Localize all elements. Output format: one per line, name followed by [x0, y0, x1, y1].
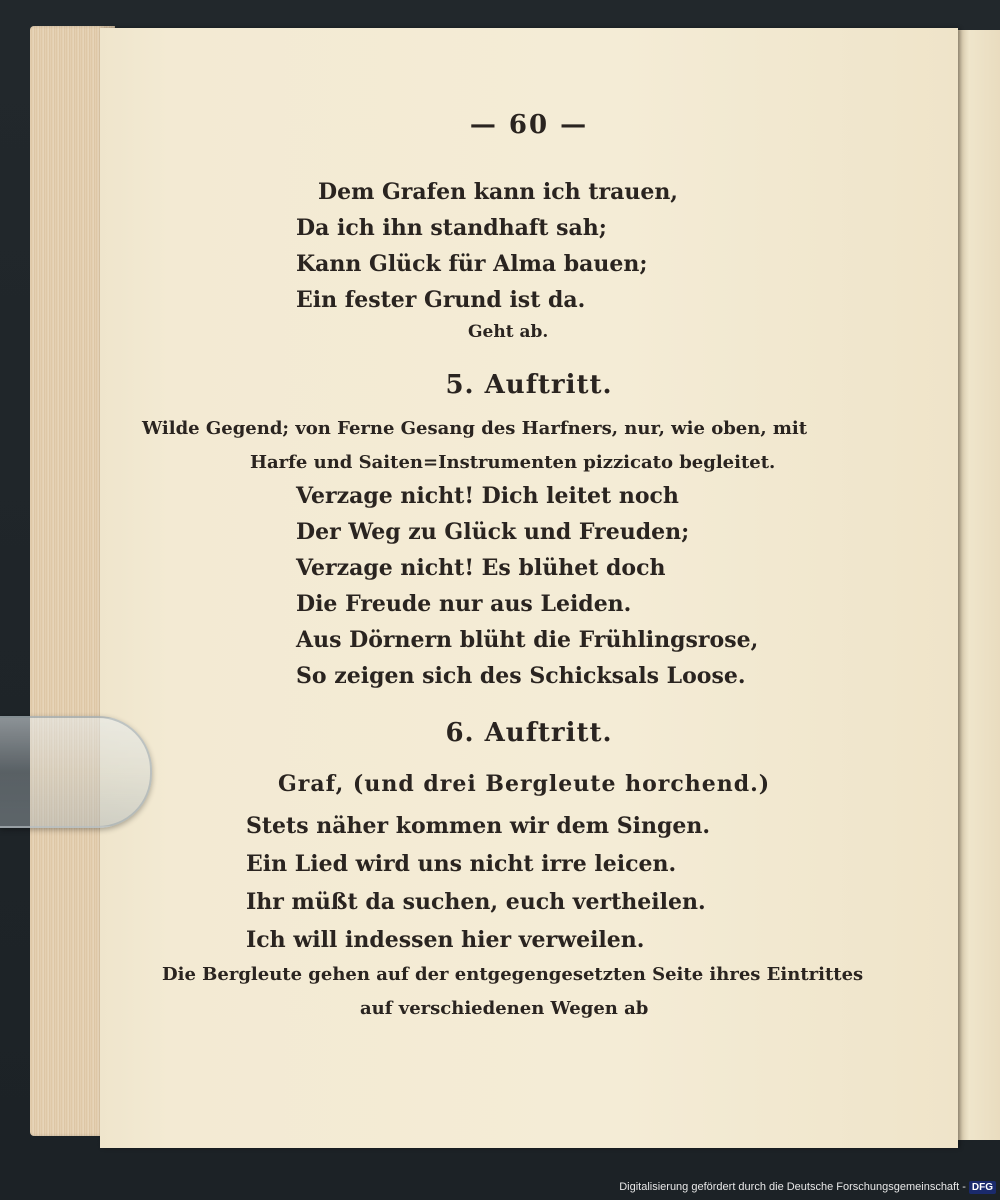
verse-line: Die Freude nur aus Leiden. — [296, 591, 632, 617]
verse-line: Da ich ihn standhaft sah; — [296, 215, 607, 241]
verse-line: Ich will indessen hier verweilen. — [246, 927, 645, 953]
verse-line: Der Weg zu Glück und Freuden; — [296, 519, 690, 545]
cast-line: Graf, (und drei Bergleute horchend.) — [278, 771, 771, 797]
stage-direction: Wilde Gegend; von Ferne Gesang des Harfners, nur, wie oben, mit — [142, 418, 808, 439]
page-number: — 60 — — [469, 110, 589, 140]
page-content — [100, 28, 958, 1148]
stage-direction: Harfe und Saiten=Instrumenten pizzicato begleitet. — [250, 452, 776, 473]
digitization-credit — [619, 1181, 996, 1194]
verse-line: So zeigen sich des Schicksals Loose. — [296, 663, 746, 689]
stage-direction: Geht ab. — [468, 322, 549, 342]
verse-line: Verzage nicht! Dich leitet noch — [296, 483, 679, 509]
verse-line: Ihr müßt da suchen, euch vertheilen. — [246, 889, 706, 915]
verse-line: Kann Glück für Alma bauen; — [296, 251, 648, 277]
scene-heading: 6. Auftritt. — [445, 718, 613, 748]
verse-line: Ein fester Grund ist da. — [296, 287, 586, 313]
stage-direction: auf verschiedenen Wegen ab — [360, 998, 649, 1019]
dfg-logo: DFG — [969, 1181, 996, 1194]
credit-text: Digitalisierung gefördert durch die Deutsche Forschungsgemeinschaft - — [619, 1181, 966, 1193]
page-clip-holder — [0, 716, 152, 828]
verse-line: Ein Lied wird uns nicht irre leicen. — [246, 851, 677, 877]
facing-page-edge — [956, 30, 1000, 1140]
verse-line: Stets näher kommen wir dem Singen. — [246, 813, 711, 839]
verse-line: Aus Dörnern blüht die Frühlingsrose, — [296, 627, 759, 653]
verse-line: Dem Grafen kann ich trauen, — [318, 179, 678, 205]
verse-line: Verzage nicht! Es blühet doch — [296, 555, 666, 581]
stage-direction: Die Bergleute gehen auf der entgegengesetzten Seite ihres Eintrittes — [162, 964, 864, 985]
scene-heading: 5. Auftritt. — [445, 370, 613, 400]
